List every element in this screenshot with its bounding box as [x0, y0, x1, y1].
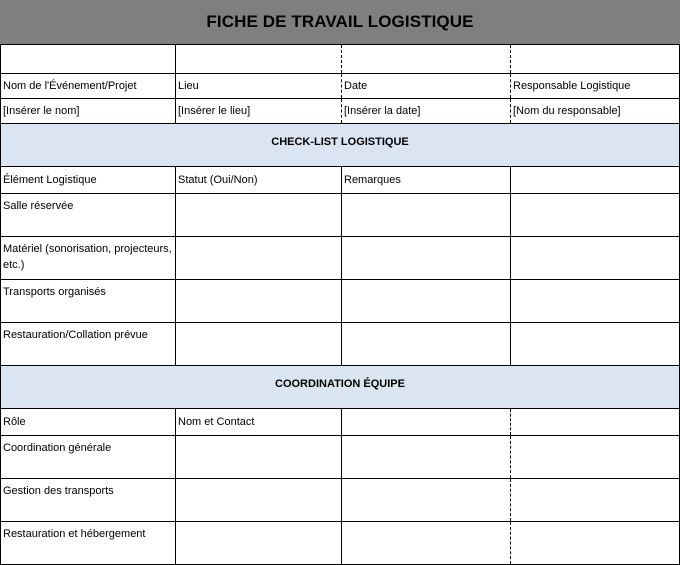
- coordination-section-title: COORDINATION ÉQUIPE: [1, 366, 680, 409]
- cell[interactable]: [511, 45, 680, 74]
- cell[interactable]: [511, 479, 680, 522]
- blank-row: [1, 45, 680, 74]
- coordination-header-row: [1, 409, 680, 436]
- name-contact-cell[interactable]: [176, 522, 342, 565]
- status-header: Statut (Oui/Non): [176, 167, 342, 194]
- coordination-section-row: [1, 366, 680, 409]
- remarks-cell[interactable]: [342, 194, 511, 237]
- remarks-cell[interactable]: [342, 323, 511, 366]
- cell[interactable]: [342, 479, 511, 522]
- status-cell[interactable]: [176, 323, 342, 366]
- checklist-row: [1, 323, 680, 366]
- cell[interactable]: [511, 522, 680, 565]
- logistics-table: [0, 44, 680, 565]
- role-header: Rôle: [1, 409, 176, 436]
- cell[interactable]: [176, 45, 342, 74]
- cell[interactable]: [511, 409, 680, 436]
- manager-field[interactable]: [Nom du responsable]: [511, 99, 680, 124]
- cell[interactable]: [511, 280, 680, 323]
- logistics-item-header: Élément Logistique: [1, 167, 176, 194]
- role-label: Restauration et hébergement: [1, 522, 176, 565]
- cell[interactable]: [342, 45, 511, 74]
- cell[interactable]: [511, 323, 680, 366]
- cell[interactable]: [511, 237, 680, 280]
- cell[interactable]: [342, 522, 511, 565]
- logistics-manager-header: Responsable Logistique: [511, 74, 680, 99]
- checklist-section-row: [1, 124, 680, 167]
- cell[interactable]: [511, 167, 680, 194]
- name-contact-header: Nom et Contact: [176, 409, 342, 436]
- checklist-row: [1, 237, 680, 280]
- cell[interactable]: [342, 436, 511, 479]
- status-cell[interactable]: [176, 280, 342, 323]
- event-name-header: Nom de l'Événement/Projet: [1, 74, 176, 99]
- remarks-header: Remarques: [342, 167, 511, 194]
- status-cell[interactable]: [176, 237, 342, 280]
- coordination-row: [1, 479, 680, 522]
- date-header: Date: [342, 74, 511, 99]
- location-header: Lieu: [176, 74, 342, 99]
- checklist-item-label: Salle réservée: [1, 194, 176, 237]
- role-label: Coordination générale: [1, 436, 176, 479]
- title-bar: [0, 0, 680, 45]
- cell[interactable]: [511, 194, 680, 237]
- cell[interactable]: [1, 45, 176, 74]
- coordination-row: [1, 436, 680, 479]
- checklist-item-label: Matériel (sonorisation, projecteurs, etc.): [1, 237, 176, 280]
- status-cell[interactable]: [176, 194, 342, 237]
- location-field[interactable]: [Insérer le lieu]: [176, 99, 342, 124]
- name-contact-cell[interactable]: [176, 436, 342, 479]
- document-title: FICHE DE TRAVAIL LOGISTIQUE: [206, 12, 474, 31]
- checklist-row: [1, 194, 680, 237]
- checklist-header-row: [1, 167, 680, 194]
- coordination-row: [1, 522, 680, 565]
- cell[interactable]: [342, 409, 511, 436]
- event-values-row: [1, 99, 680, 124]
- cell[interactable]: [511, 436, 680, 479]
- checklist-section-title: CHECK-LIST LOGISTIQUE: [1, 124, 680, 167]
- remarks-cell[interactable]: [342, 237, 511, 280]
- remarks-cell[interactable]: [342, 280, 511, 323]
- date-field[interactable]: [Insérer la date]: [342, 99, 511, 124]
- role-label: Gestion des transports: [1, 479, 176, 522]
- name-contact-cell[interactable]: [176, 479, 342, 522]
- event-name-field[interactable]: [Insérer le nom]: [1, 99, 176, 124]
- event-header-row: [1, 74, 680, 99]
- checklist-item-label: Transports organisés: [1, 280, 176, 323]
- checklist-row: [1, 280, 680, 323]
- checklist-item-label: Restauration/Collation prévue: [1, 323, 176, 366]
